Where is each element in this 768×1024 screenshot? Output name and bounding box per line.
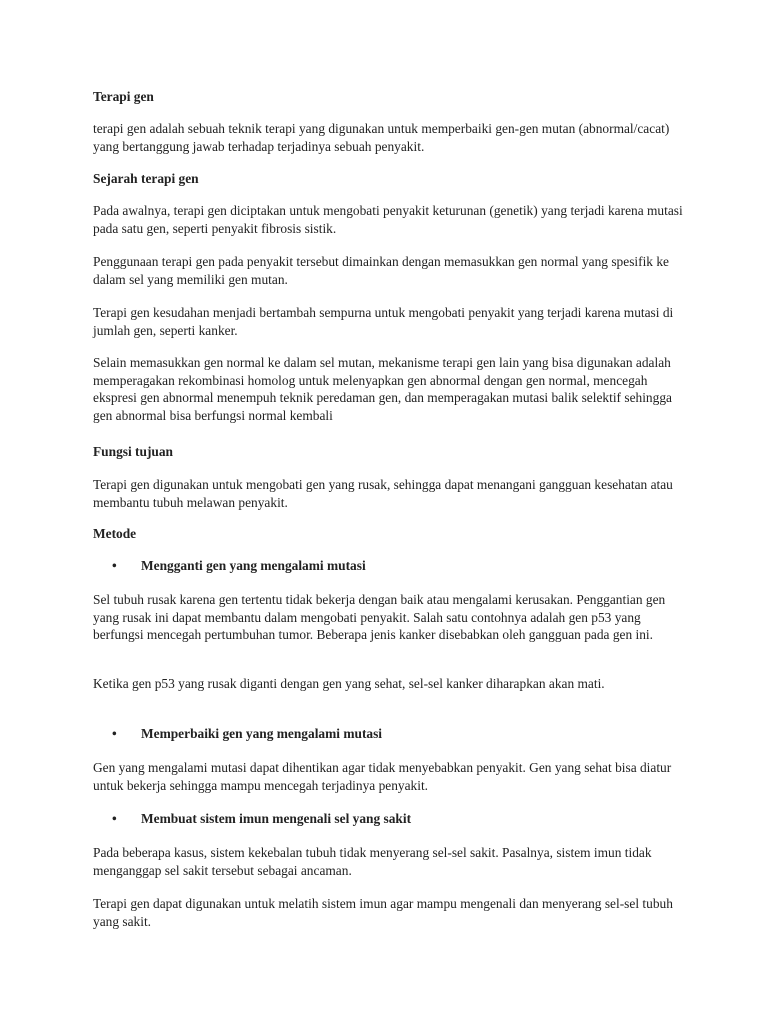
intro-paragraph: terapi gen adalah sebuah teknik terapi yang digunakan untuk memperbaiki gen-gen mutan (abnormal/cacat) yang bertanggung jawab terhadap terjadinya sebuah penyakit. [93,121,670,154]
bullet-1-label: Mengganti gen yang mengalami mutasi [141,558,366,573]
sejarah-paragraph-4: Selain memasukkan gen normal ke dalam sel mutan, mekanisme terapi gen lain yang bisa digunakan adalah memperagakan rekombinasi homolog untuk melenyapkan gen abnormal dengan gen normal, mencegah ekspresi gen abnormal menempuh teknik peredaman gen, dan memperagakan mutasi balik selektif sehingga gen abnormal bisa berfungsi normal kembali [93,355,672,423]
heading-terapi-gen: Terapi gen [93,89,154,104]
fungsi-paragraph: Terapi gen digunakan untuk mengobati gen yang rusak, sehingga dapat menangani gangguan kesehatan atau membantu tubuh melawan penyakit. [93,477,673,510]
bullet-3-paragraph-1: Pada beberapa kasus, sistem kekebalan tubuh tidak menyerang sel-sel sakit. Pasalnya, sistem imun tidak menganggap sel sakit tersebut sebagai ancaman. [93,845,652,878]
bullet-icon: • [112,811,117,826]
heading-metode: Metode [93,526,137,541]
bullet-1-paragraph-2: Ketika gen p53 yang rusak diganti dengan gen yang sehat, sel-sel kanker diharapkan akan mati. [93,676,605,691]
bullet-icon: • [112,726,117,741]
bullet-1-paragraph-1: Sel tubuh rusak karena gen tertentu tidak bekerja dengan baik atau mengalami kerusakan. Penggantian gen yang rusak ini dapat membantu dalam mengobati penyakit. Salah satu contohnya adalah gen p53 yang berfungsi mencegah pertumbuhan tumor. Beberapa jenis kanker disebabkan oleh gangguan pada gen ini. [93,592,666,642]
sejarah-paragraph-2: Penggunaan terapi gen pada penyakit tersebut dimainkan dengan memasukkan gen normal yang spesifik ke dalam sel yang memiliki gen mutan. [93,254,669,287]
bullet-3-paragraph-2: Terapi gen dapat digunakan untuk melatih sistem imun agar mampu mengenali dan menyerang sel-sel tubuh yang sakit. [93,896,673,929]
bullet-2-paragraph-1: Gen yang mengalami mutasi dapat dihentikan agar tidak menyebabkan penyakit. Gen yang sehat bisa diatur untuk bekerja sehingga mampu mencegah terjadinya penyakit. [93,760,672,793]
heading-sejarah: Sejarah terapi gen [93,171,199,186]
sejarah-paragraph-1: Pada awalnya, terapi gen diciptakan untuk mengobati penyakit keturunan (genetik) yang terjadi karena mutasi pada satu gen, seperti penyakit fibrosis sistik. [93,203,683,236]
bullet-3-label: Membuat sistem imun mengenali sel yang sakit [141,811,412,826]
sejarah-paragraph-3: Terapi gen kesudahan menjadi bertambah sempurna untuk mengobati penyakit yang terjadi karena mutasi di jumlah gen, seperti kanker. [93,305,674,338]
heading-fungsi: Fungsi tujuan [93,444,174,459]
bullet-2-label: Memperbaiki gen yang mengalami mutasi [141,726,383,741]
bullet-icon: • [112,558,117,573]
